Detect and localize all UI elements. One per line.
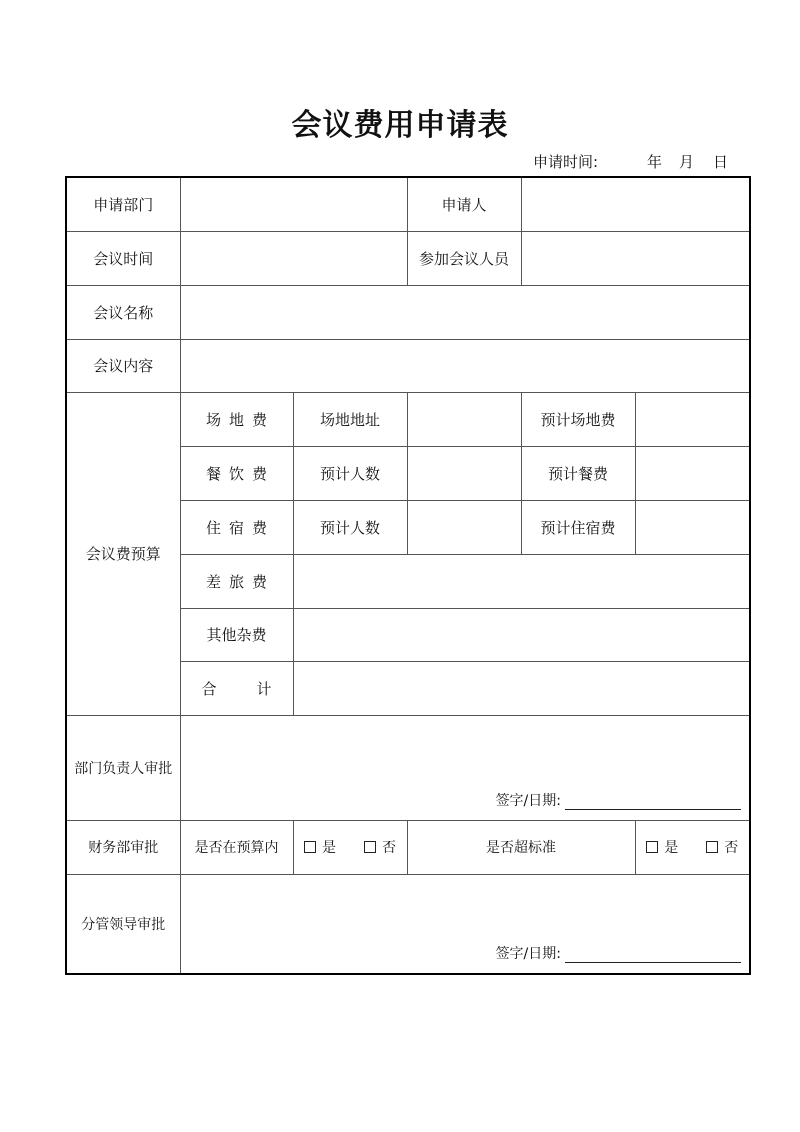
table-row bbox=[66, 874, 750, 974]
meeting-content-label: 会议内容 bbox=[66, 339, 180, 392]
venue-estimate-label: 预计场地费 bbox=[521, 392, 635, 446]
over-standard-yes-checkbox[interactable] bbox=[646, 837, 678, 857]
applicant-field[interactable] bbox=[521, 177, 750, 231]
applicant-label: 申请人 bbox=[407, 177, 521, 231]
meeting-name-field[interactable] bbox=[180, 285, 750, 339]
leader-approval-label: 分管领导审批 bbox=[66, 874, 180, 974]
misc-fee-field[interactable] bbox=[293, 608, 750, 661]
leader-signature-label: 签字/日期: bbox=[495, 946, 561, 962]
application-form-table bbox=[65, 176, 751, 975]
leader-signature-line[interactable] bbox=[565, 948, 741, 963]
checkbox-icon bbox=[304, 841, 316, 853]
over-standard-no-label: 否 bbox=[724, 840, 739, 856]
venue-address-field[interactable] bbox=[407, 392, 521, 446]
venue-estimate-field[interactable] bbox=[635, 392, 750, 446]
checkbox-icon bbox=[646, 841, 658, 853]
attendees-field[interactable] bbox=[521, 231, 750, 285]
meeting-name-label: 会议名称 bbox=[66, 285, 180, 339]
misc-fee-label: 其他杂费 bbox=[180, 608, 293, 661]
venue-fee-label: 场地费 bbox=[180, 392, 293, 446]
table-row bbox=[66, 392, 750, 446]
form-title: 会议费用申请表 bbox=[291, 108, 509, 143]
finance-approval-label: 财务部审批 bbox=[66, 820, 180, 874]
catering-fee-label: 餐饮费 bbox=[180, 446, 293, 500]
over-standard-options bbox=[635, 820, 750, 874]
dept-head-signature bbox=[496, 790, 741, 810]
in-budget-label: 是否在预算内 bbox=[180, 820, 293, 874]
leader-approval-field[interactable] bbox=[180, 874, 750, 974]
lodging-fee-label: 住宿费 bbox=[180, 500, 293, 554]
total-label-part-b: 计 bbox=[256, 679, 272, 698]
table-row bbox=[66, 231, 750, 285]
venue-address-label: 场地地址 bbox=[293, 392, 407, 446]
lodging-people-field[interactable] bbox=[407, 500, 521, 554]
meeting-time-label: 会议时间 bbox=[66, 231, 180, 285]
attendees-label: 参加会议人员 bbox=[407, 231, 521, 285]
lodging-estimate-label: 预计住宿费 bbox=[521, 500, 635, 554]
over-standard-no-checkbox[interactable] bbox=[706, 837, 738, 857]
dept-head-signature-line[interactable] bbox=[565, 795, 741, 810]
dept-head-approval-field[interactable] bbox=[180, 715, 750, 820]
in-budget-yes-label: 是 bbox=[322, 840, 336, 856]
in-budget-no-checkbox[interactable] bbox=[364, 837, 396, 857]
lodging-people-label: 预计人数 bbox=[293, 500, 407, 554]
budget-label: 会议费预算 bbox=[66, 392, 180, 715]
dept-label: 申请部门 bbox=[66, 177, 180, 231]
meeting-content-field[interactable] bbox=[180, 339, 750, 392]
total-label bbox=[180, 661, 293, 715]
catering-estimate-label: 预计餐费 bbox=[521, 446, 635, 500]
total-field[interactable] bbox=[293, 661, 750, 715]
lodging-estimate-field[interactable] bbox=[635, 500, 750, 554]
catering-people-field[interactable] bbox=[407, 446, 521, 500]
over-standard-yes-label: 是 bbox=[664, 840, 679, 856]
meeting-time-field[interactable] bbox=[180, 231, 407, 285]
table-row bbox=[66, 177, 750, 231]
month-label: 月 bbox=[679, 153, 695, 171]
year-label: 年 bbox=[647, 153, 663, 171]
over-standard-label: 是否超标准 bbox=[407, 820, 635, 874]
day-label: 日 bbox=[713, 153, 729, 171]
leader-signature bbox=[496, 943, 741, 963]
dept-head-signature-label: 签字/日期: bbox=[495, 792, 561, 809]
checkbox-icon bbox=[706, 841, 718, 853]
total-label-part-a: 合 bbox=[201, 679, 217, 698]
table-row bbox=[66, 285, 750, 339]
table-row bbox=[66, 339, 750, 392]
dept-field[interactable] bbox=[180, 177, 407, 231]
table-row bbox=[66, 715, 750, 820]
travel-fee-label: 差旅费 bbox=[180, 554, 293, 608]
application-date-line bbox=[533, 151, 748, 173]
in-budget-options bbox=[293, 820, 407, 874]
catering-estimate-field[interactable] bbox=[635, 446, 750, 500]
catering-people-label: 预计人数 bbox=[293, 446, 407, 500]
in-budget-no-label: 否 bbox=[382, 840, 396, 856]
dept-head-approval-label: 部门负责人审批 bbox=[66, 715, 180, 820]
in-budget-yes-checkbox[interactable] bbox=[304, 837, 336, 857]
checkbox-icon bbox=[364, 841, 376, 853]
table-row bbox=[66, 820, 750, 874]
travel-fee-field[interactable] bbox=[293, 554, 750, 608]
application-date-label: 申请时间: bbox=[533, 153, 599, 171]
